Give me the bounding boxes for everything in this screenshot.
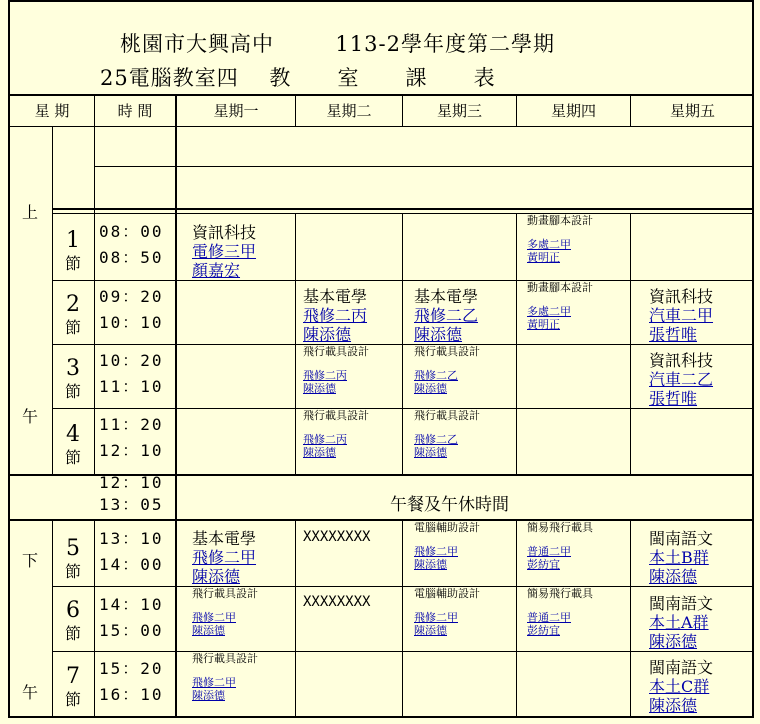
cell-p5-tuesday[interactable]: XXXXXXXX: [303, 529, 371, 545]
header-friday: 星期五: [669, 102, 715, 120]
period-3-label: 3 節: [64, 356, 81, 401]
cell-p6-friday[interactable]: 閩南語文 本土A群 陳添德: [649, 594, 714, 651]
cell-p5-monday[interactable]: 基本電學 飛修二甲 陳添德: [192, 529, 257, 586]
cell-p3-wednesday[interactable]: 飛行載具設計 飛修二乙 陳添德: [414, 345, 480, 395]
header-tuesday: 星期二: [326, 102, 372, 120]
period-4-label: 4 節: [64, 422, 81, 467]
period-1-time: 08：00 08：50: [99, 222, 164, 267]
period-7-time: 15：20 16：10: [99, 659, 164, 704]
header-monday: 星期一: [213, 102, 259, 120]
cell-p5-friday[interactable]: 閩南語文 本土B群 陳添德: [649, 529, 714, 586]
period-6-label: 6 節: [64, 598, 81, 643]
cell-p1-thursday[interactable]: 動畫腳本設計 多處二甲 黃明正: [527, 214, 593, 264]
cell-p4-wednesday[interactable]: 飛行載具設計 飛修二乙 陳添德: [414, 409, 480, 459]
cell-p5-thursday[interactable]: 簡易飛行載具 普通二甲 彭紡宜: [527, 521, 593, 571]
cell-p5-wednesday[interactable]: 電腦輔助設計 飛修二甲 陳添德: [414, 521, 480, 571]
period-5-label: 5 節: [64, 536, 81, 581]
side-afternoon-2: 午: [22, 683, 39, 702]
lunch-label: 午餐及午休時間: [390, 495, 509, 515]
period-2-label: 2 節: [64, 292, 81, 337]
side-morning-1: 上: [22, 203, 39, 222]
cell-p2-wednesday[interactable]: 基本電學 飛修二乙 陳添德: [414, 287, 479, 344]
header-wednesday: 星期三: [436, 102, 482, 120]
cell-p2-friday[interactable]: 資訊科技 汽車二甲 張哲唯: [649, 287, 714, 344]
period-6-time: 14：10 15：00: [99, 595, 164, 640]
cell-p6-wednesday[interactable]: 電腦輔助設計 飛修二甲 陳添德: [414, 587, 480, 637]
cell-p1-monday[interactable]: 資訊科技 電修三甲 顏嘉宏: [192, 223, 257, 280]
header-time: 時 間: [117, 102, 153, 120]
header-period: 星 期: [34, 102, 70, 120]
cell-p7-friday[interactable]: 閩南語文 本土C群 陳添德: [649, 658, 714, 715]
header-thursday: 星期四: [550, 102, 596, 120]
title-school-term: 桃園市大興高中 113-2學年度第二學期: [120, 32, 555, 56]
side-afternoon-1: 下: [22, 551, 39, 570]
period-3-time: 10：20 11：10: [99, 351, 164, 396]
cell-p3-tuesday[interactable]: 飛行載具設計 飛修二丙 陳添德: [303, 345, 369, 395]
period-7-label: 7 節: [64, 664, 81, 709]
period-1-label: 1 節: [64, 228, 81, 273]
side-morning-2: 午: [22, 407, 39, 426]
title-room-timetable: 25電腦教室四 教 室 課 表: [100, 66, 496, 90]
period-4-time: 11：20 12：10: [99, 415, 164, 460]
cell-p2-thursday[interactable]: 動畫腳本設計 多處二甲 黃明正: [527, 281, 593, 331]
cell-p6-thursday[interactable]: 簡易飛行載具 普通二甲 彭紡宜: [527, 587, 593, 637]
cell-p3-friday[interactable]: 資訊科技 汽車二乙 張哲唯: [649, 351, 714, 408]
cell-p7-monday[interactable]: 飛行載具設計 飛修二甲 陳添德: [192, 652, 258, 702]
lunch-time: 12：10 13：05: [99, 473, 164, 514]
period-5-time: 13：10 14：00: [99, 529, 164, 574]
cell-p6-monday[interactable]: 飛行載具設計 飛修二甲 陳添德: [192, 587, 258, 637]
cell-p2-tuesday[interactable]: 基本電學 飛修二丙 陳添德: [303, 287, 368, 344]
period-2-time: 09：20 10：10: [99, 287, 164, 332]
cell-p4-tuesday[interactable]: 飛行載具設計 飛修二丙 陳添德: [303, 409, 369, 459]
cell-p6-tuesday[interactable]: XXXXXXXX: [303, 594, 371, 610]
